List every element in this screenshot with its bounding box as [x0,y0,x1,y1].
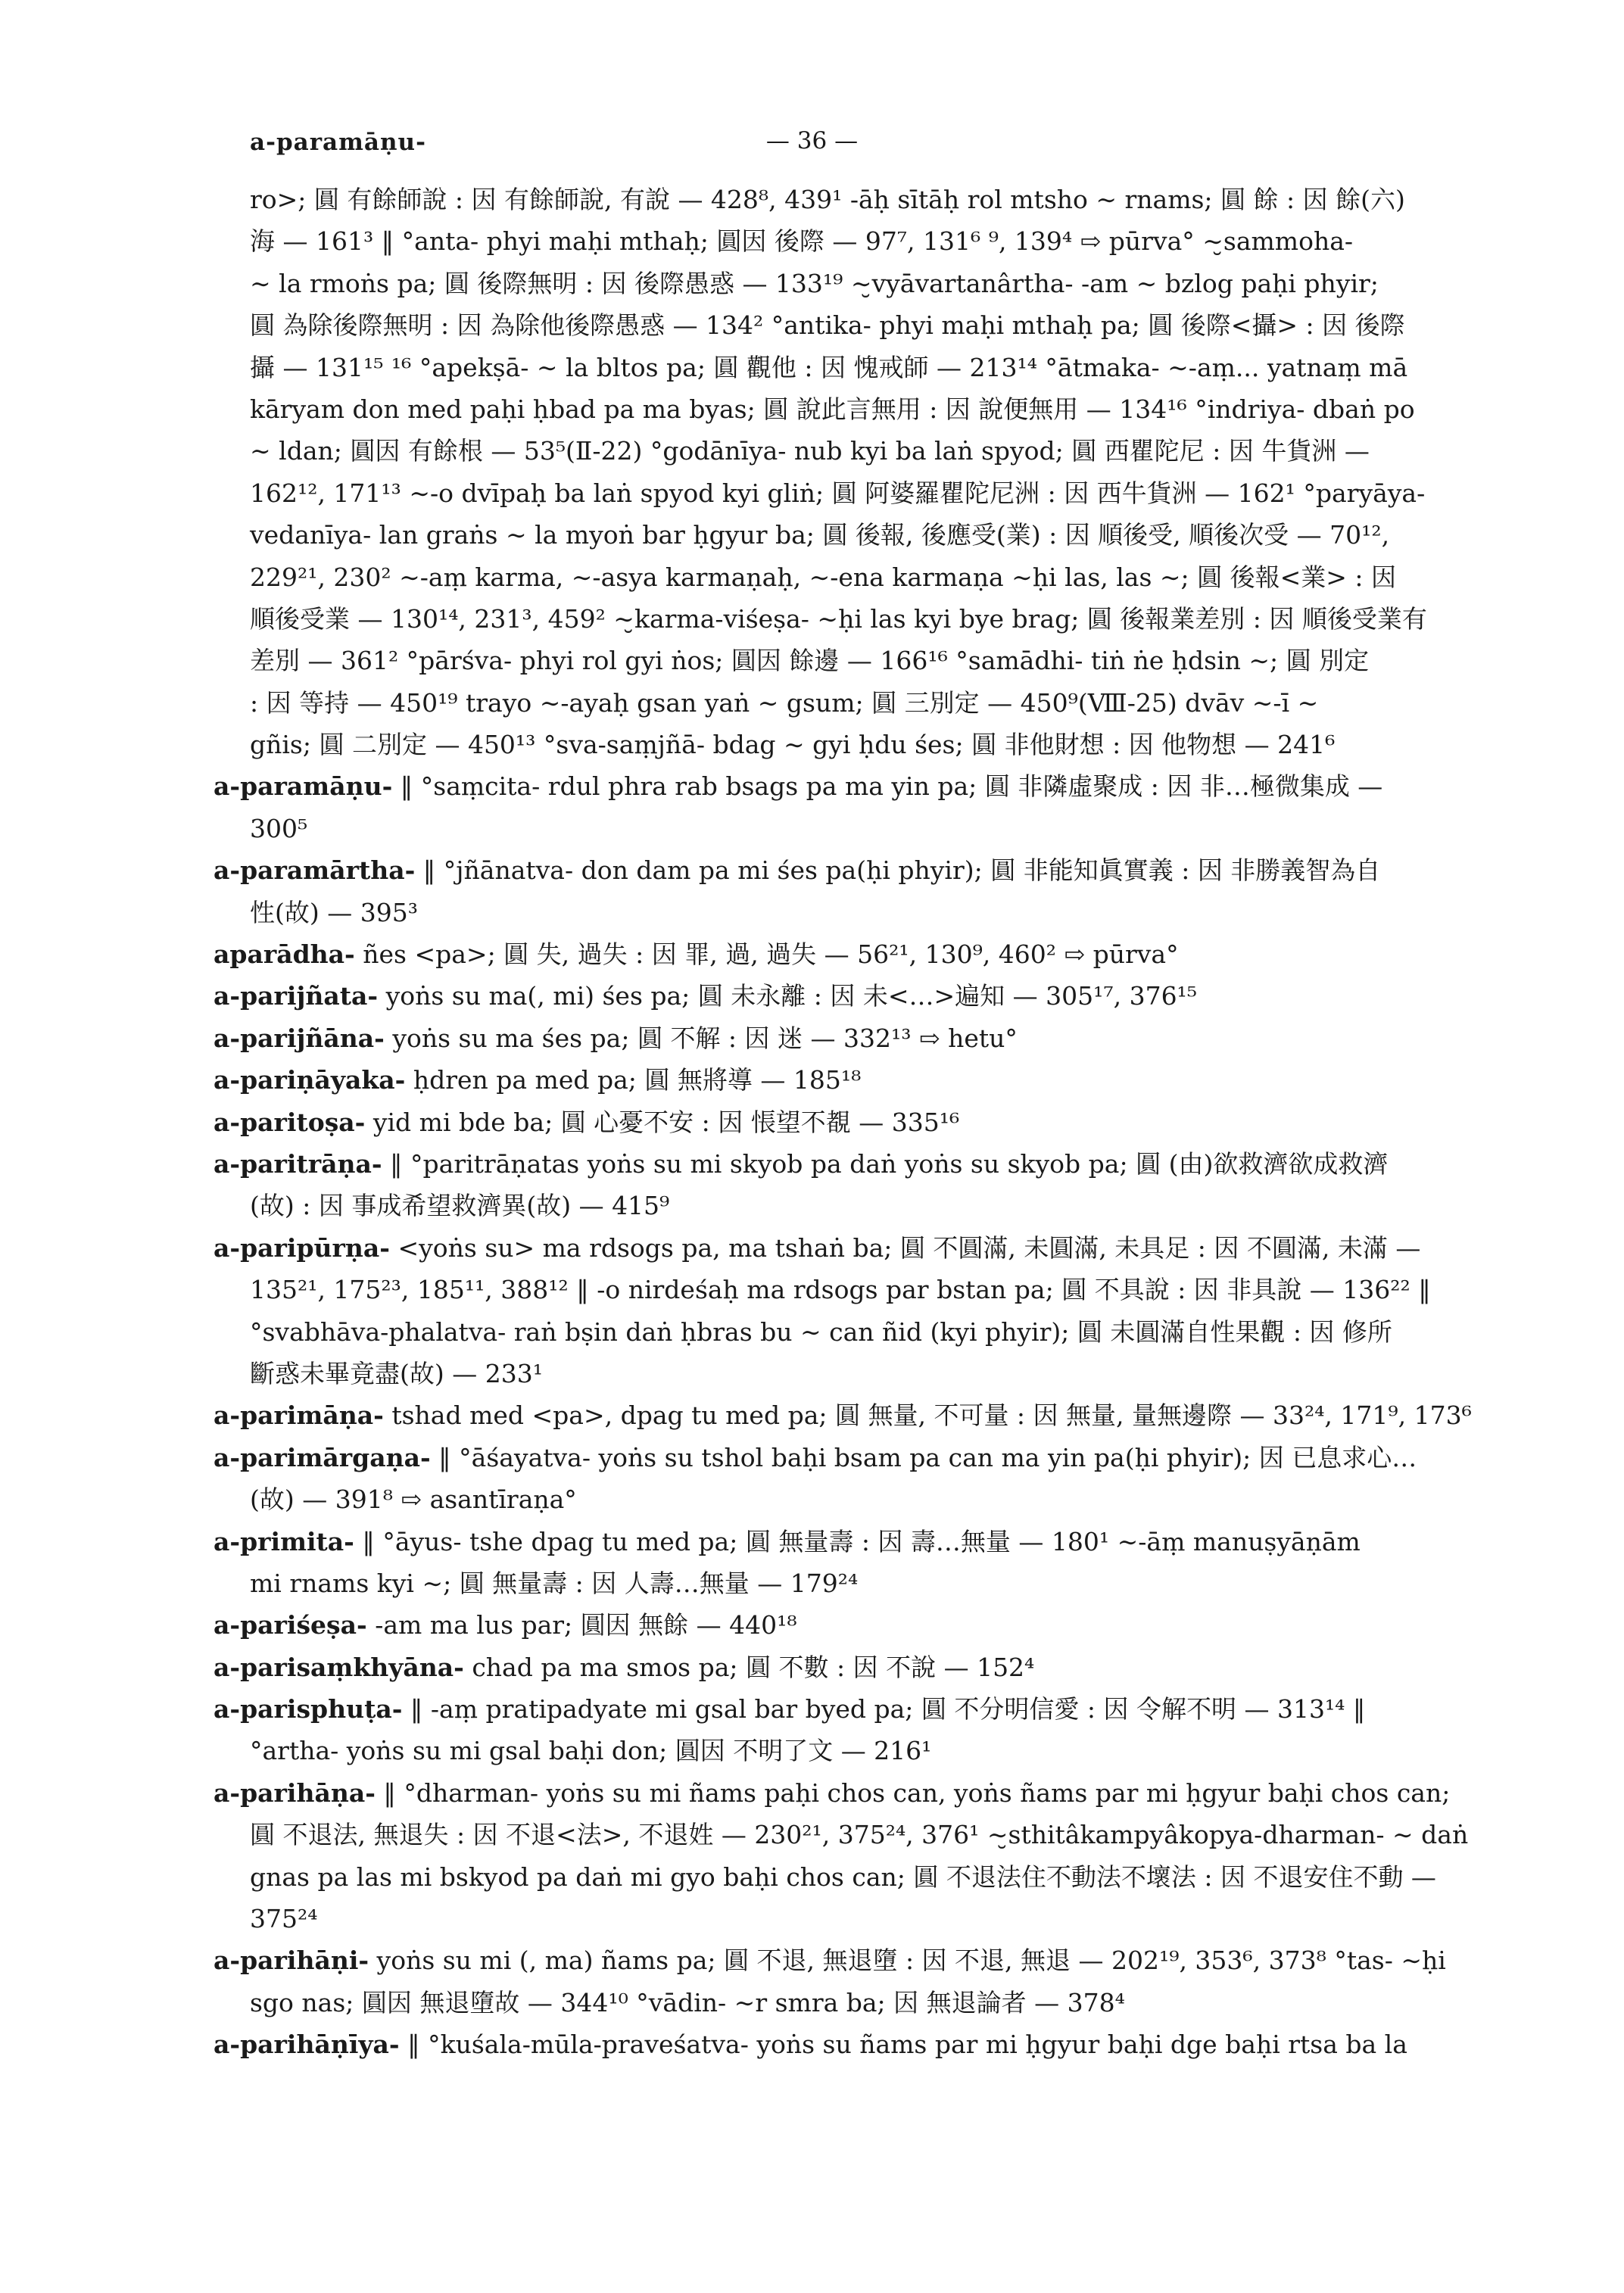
page-number: — 36 — [765,127,859,154]
entry-headword-line: a-parihāṇīya- ‖ °kuśala-mūla-praveśatva- yoṅs su ñams par mi ḥgyur baḥi dge baḥi rtsa ba la [214,2030,1407,2060]
entry-headword-line: a-paramārtha- ‖ °jñānatva- don dam pa mi śes pa(ḥi phyir); 圓 非能知眞實義 : 因 非勝義智為自 [214,855,1381,886]
entry-headword-line: a-parijñāna- yoṅs su ma śes pa; 圓 不解 : 因 迷 — 332¹³ ⇨ hetu° [214,1023,1018,1053]
entry-continuation-line: (故) — 391⁸ ⇨ asantīraṇa° [250,1485,577,1515]
entry-headword-line: a-pariṇāyaka- ḥdren pa med pa; 圓 無將導 — 185¹⁸ [214,1065,862,1095]
entry-continuation-line: (故) : 因 事成希望救濟異(故) — 415⁹ [250,1191,670,1221]
entry-continuation-line: 順後受業 — 130¹⁴, 231³, 459² ∼̮karma-viśeṣa- ∼ḥi las kyi bye brag; 圓 後報業差別 : 因 順後受業有 [250,603,1427,634]
headword: a-paripūrṇa- [214,1232,390,1263]
headword: a-parisphuṭa- [214,1694,403,1724]
entry-continuation-line: 375²⁴ [250,1904,318,1934]
entry-continuation-line: mi rnams kyi ∼; 圓 無量壽 : 因 人壽…無量 — 179²⁴ [250,1568,859,1598]
entry-continuation-line: kāryam don med paḥi ḥbad pa ma byas; 圓 說此言無用 : 因 說便無用 — 134¹⁶ °indriya- dbaṅ po [250,394,1415,424]
headword: a-paramārtha- [214,855,416,886]
entry-continuation-line: 圓 為除後際無明 : 因 為除他後際愚惑 — 134² °antika- phyi maḥi mthaḥ pa; 圓 後際<攝> : 因 後際 [250,310,1405,341]
entry-headword-line: a-paripūrṇa- <yoṅs su> ma rdsogs pa, ma tshaṅ ba; 圓 不圓滿, 未圓滿, 未具足 : 因 不圓滿, 未滿 — [214,1232,1421,1263]
running-head: a-paramāṇu- [250,129,426,156]
headword: a-parihāṇi- [214,1946,369,1976]
entry-continuation-line: sgo nas; 圓因 無退墮故 — 344¹⁰ °vādin- ∼r smra ba; 因 無退論者 — 378⁴ [250,1987,1125,2017]
entry-continuation-line: gñis; 圓 二別定 — 450¹³ °sva-saṃjñā- bdag ∼ gyi ḥdu śes; 圓 非他財想 : 因 他物想 — 241⁶ [250,730,1336,760]
headword: a-parimārgaṇa- [214,1442,431,1472]
entry-continuation-line: ro>; 圓 有餘師說 : 因 有餘師說, 有說 — 428⁸, 439¹ -āḥ sītāḥ rol mtsho ∼ rnams; 圓 餘 : 因 餘(六) [250,185,1405,214]
entry-continuation-line: 圓 不退法, 無退失 : 因 不退<法>, 不退姓 — 230²¹, 375²⁴, 376¹ ∼̮sthitâkampyâkopya-dharman- ∼ daṅ [250,1820,1469,1850]
headword: a-paritrāṇa- [214,1148,382,1179]
entry-continuation-line: 300⁵ [250,813,308,843]
entry-headword-line: a-parihāṇi- yoṅs su mi (, ma) ñams pa; 圓 不退, 無退墮 : 因 不退, 無退 — 202¹⁹, 353⁶, 373⁸ °tas- ∼ḥi [214,1946,1446,1976]
entry-headword-line: a-parisphuṭa- ‖ -aṃ pratipadyate mi gsal bar byed pa; 圓 不分明信愛 : 因 令解不明 — 313¹⁴ ‖ [214,1694,1366,1724]
entry-headword-line: a-pariśeṣa- -am ma lus par; 圓因 無餘 — 440¹⁸ [214,1610,797,1640]
entry-continuation-line: 海 — 161³ ‖ °anta- phyi maḥi mthaḥ; 圓因 後際 — 97⁷, 131⁶ ⁹, 139⁴ ⇨ pūrva° ∼̮sammoha- [250,226,1354,257]
entry-headword-line: a-parisaṃkhyāna- chad pa ma smos pa; 圓 不數 : 因 不說 — 152⁴ [214,1652,1035,1682]
headword: a-parijñāna- [214,1023,385,1053]
entry-continuation-line: 斷惑未畢竟盡(故) — 233¹ [250,1358,543,1388]
entry-continuation-line: °artha- yoṅs su mi gsal baḥi don; 圓因 不明了文 — 216¹ [250,1736,932,1766]
entry-continuation-line: gnas pa las mi bskyod pa daṅ mi gyo baḥi chos can; 圓 不退法住不動法不壞法 : 因 不退安住不動 — [250,1862,1436,1892]
headword: a-pariśeṣa- [214,1610,367,1640]
entry-continuation-line: 162¹², 171¹³ ∼-o dvīpaḥ ba laṅ spyod kyi gliṅ; 圓 阿婆羅瞿陀尼洲 : 因 西牛貨洲 — 162¹ °paryāya- [250,478,1426,508]
headword: a-parimāṇa- [214,1400,384,1431]
headword: a-primita- [214,1526,354,1556]
entry-headword-line: a-parihāṇa- ‖ °dharman- yoṅs su mi ñams paḥi chos can, yoṅs ñams par mi ḥgyur baḥi chos can; [214,1777,1451,1808]
entry-headword-line: a-parimārgaṇa- ‖ °āśayatva- yoṅs su tshol baḥi bsam pa can ma yin pa(ḥi phyir); 因 已息求心… [214,1442,1417,1472]
entry-headword-line: a-primita- ‖ °āyus- tshe dpag tu med pa; 圓 無量壽 : 因 壽…無量 — 180¹ ∼-āṃ manuṣyāṇām [214,1526,1361,1556]
headword: a-parisaṃkhyāna- [214,1652,464,1682]
headword: a-parijñata- [214,981,379,1011]
entry-headword-line: a-paramāṇu- ‖ °saṃcita- rdul phra rab bsags pa ma yin pa; 圓 非隣虛聚成 : 因 非…極微集成 — [214,771,1383,802]
entry-continuation-line: 性(故) — 395³ [250,897,418,927]
entry-continuation-line: 135²¹, 175²³, 185¹¹, 388¹² ‖ -o nirdeśaḥ ma rdsogs par bstan pa; 圓 不具說 : 因 非具說 — 136²² ‖ [250,1275,1431,1305]
entries-body [214,179,1569,2066]
entry-headword-line: a-parijñata- yoṅs su ma(, mi) śes pa; 圓 未永離 : 因 未<…>遍知 — 305¹⁷, 376¹⁵ [214,981,1198,1011]
entry-headword-line: a-paritrāṇa- ‖ °paritrāṇatas yoṅs su mi skyob pa daṅ yoṅs su skyob pa; 圓 (由)欲救濟欲成救濟 [214,1148,1389,1179]
headword: a-parihāṇa- [214,1777,376,1808]
entry-headword-line: a-parimāṇa- tshad med <pa>, dpag tu med pa; 圓 無量, 不可量 : 因 無量, 量無邊際 — 33²⁴, 171⁹, 173⁶ [214,1400,1472,1431]
headword: a-pariṇāyaka- [214,1065,406,1095]
entry-headword-line: a-paritoṣa- yid mi bde ba; 圓 心憂不安 : 因 悵望不覩 — 335¹⁶ [214,1107,960,1137]
entry-continuation-line: vedanīya- lan graṅs ∼ la myoṅ bar ḥgyur ba; 圓 後報, 後應受(業) : 因 順後受, 順後次受 — 70¹², [250,520,1390,550]
headword: a-parihāṇīya- [214,2030,400,2060]
headword: aparādha- [214,939,355,970]
headword: a-paritoṣa- [214,1107,366,1137]
entry-continuation-line: 攝 — 131¹⁵ ¹⁶ °apekṣā- ∼ la bltos pa; 圓 觀他 : 因 愧戒師 — 213¹⁴ °ātmaka- ∼-aṃ... yatnaṃ mā [250,352,1408,382]
entry-continuation-line: : 因 等持 — 450¹⁹ trayo ∼-ayaḥ gsan yaṅ ∼ gsum; 圓 三別定 — 450⁹(Ⅷ-25) dvāv ∼-ī ∼ [250,687,1319,718]
entry-continuation-line: 差別 — 361² °pārśva- phyi rol gyi ṅos; 圓因 餘邊 — 166¹⁶ °samādhi- tiṅ ṅe ḥdsin ∼; 圓 別定 [250,646,1370,676]
entry-continuation-line: ∼ la rmoṅs pa; 圓 後際無明 : 因 後際愚惑 — 133¹⁹ ∼̮vyāvartanârtha- -am ∼ bzlog paḥi phyir; [250,268,1379,298]
entry-continuation-line: ∼ ldan; 圓因 有餘根 — 53⁵(Ⅱ-22) °godānīya- nub kyi ba laṅ spyod; 圓 西瞿陀尼 : 因 牛貨洲 — [250,436,1370,466]
headword: a-paramāṇu- [214,771,393,802]
entry-headword-line: aparādha- ñes <pa>; 圓 失, 過失 : 因 罪, 過, 過失 — 56²¹, 130⁹, 460² ⇨ pūrva° [214,939,1179,970]
entry-continuation-line: 229²¹, 230² ∼-aṃ karma, ∼-asya karmaṇaḥ, ∼-ena karmaṇa ∼ḥi las, las ∼; 圓 後報<業> : 因 [250,562,1397,592]
entry-continuation-line: °svabhāva-phalatva- raṅ bṣin daṅ ḥbras bu ∼ can ñid (kyi phyir); 圓 未圓滿自性果觀 : 因 修所 [250,1316,1392,1347]
